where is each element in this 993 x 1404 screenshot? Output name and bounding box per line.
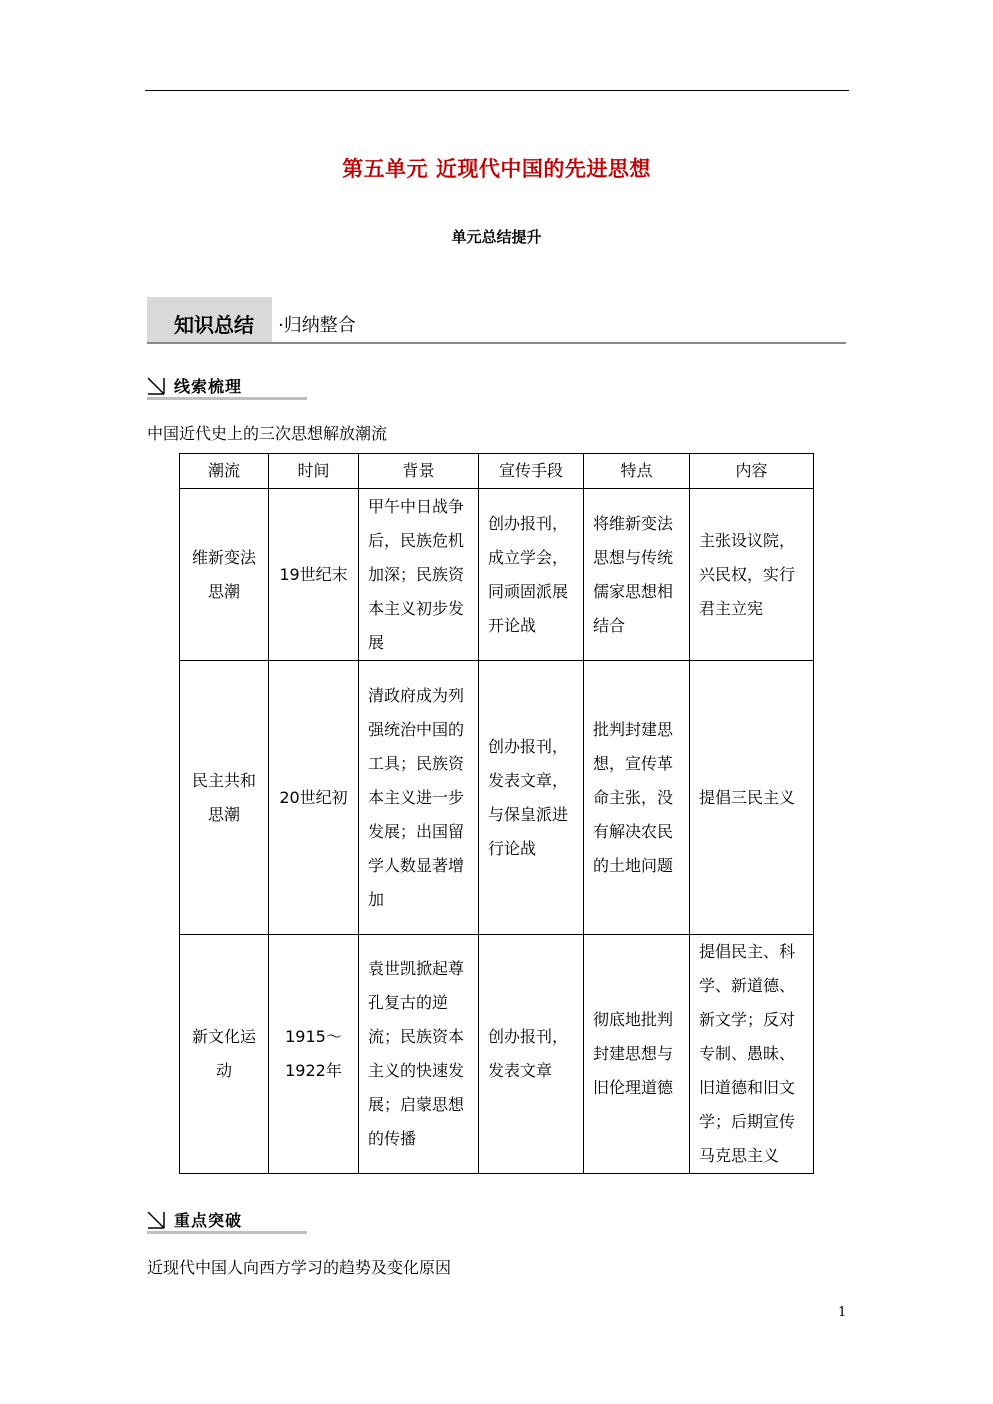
- knowledge-summary-banner: [147, 297, 846, 345]
- column-header: 时间: [269, 454, 359, 489]
- means-cell: 创办报刊，成立学会，同顽固派展开论战: [479, 489, 584, 661]
- section-heading-key-points: [147, 1207, 307, 1235]
- table-header-row: [180, 454, 814, 489]
- column-header: 内容: [690, 454, 814, 489]
- features-cell: 将维新变法思想与传统儒家思想相结合: [584, 489, 690, 661]
- unit-subtitle: 单元总结提升: [451, 228, 542, 246]
- banner-sub-label: ·归纳整合: [278, 315, 356, 336]
- trend-cell: 新文化运动: [180, 935, 269, 1174]
- section-heading-rule: [147, 1231, 307, 1234]
- thought-trends-table: [179, 453, 814, 1174]
- features-cell: 批判封建思想，宣传革命主张，没有解决农民的土地问题: [584, 661, 690, 935]
- time-cell: 19世纪末: [269, 489, 359, 661]
- column-header: 特点: [584, 454, 690, 489]
- means-cell: 创办报刊，发表文章，与保皇派进行论战: [479, 661, 584, 935]
- background-cell: 甲午中日战争后，民族危机加深；民族资本主义初步发展: [359, 489, 479, 661]
- means-cell: 创办报刊，发表文章: [479, 935, 584, 1174]
- banner-main-label: 知识总结: [174, 313, 254, 337]
- page-number: 1: [838, 1305, 847, 1320]
- section-heading-label: 线索梳理: [174, 377, 243, 396]
- time-cell: 20世纪初: [269, 661, 359, 935]
- background-cell: 袁世凯掀起尊孔复古的逆流；民族资本主义的快速发展；启蒙思想的传播: [359, 935, 479, 1174]
- section-heading-label: 重点突破: [174, 1211, 243, 1230]
- section-marker-icon: [147, 1211, 165, 1229]
- table-row: [180, 661, 814, 935]
- content-cell: 提倡民主、科学、新道德、新文学；反对专制、愚昧、旧道德和旧文学；后期宣传马克思主义: [690, 935, 814, 1174]
- banner-rule: [147, 342, 846, 344]
- header-rule: [145, 90, 849, 91]
- features-cell: 彻底地批判封建思想与旧伦理道德: [584, 935, 690, 1174]
- column-header: 潮流: [180, 454, 269, 489]
- column-header: 背景: [359, 454, 479, 489]
- column-header: 宣传手段: [479, 454, 584, 489]
- trend-cell: 民主共和思潮: [180, 661, 269, 935]
- table-intro: 中国近代史上的三次思想解放潮流: [147, 424, 388, 443]
- section-marker-icon: [147, 377, 165, 395]
- section-heading-rule: [147, 397, 307, 400]
- trend-cell: 维新变法思潮: [180, 489, 269, 661]
- background-cell: 清政府成为列强统治中国的工具；民族资本主义进一步发展；出国留学人数显著增加: [359, 661, 479, 935]
- unit-title: 第五单元 近现代中国的先进思想: [342, 157, 651, 181]
- content-cell: 主张设议院，兴民权，实行君主立宪: [690, 489, 814, 661]
- time-cell: 1915～1922年: [269, 935, 359, 1174]
- content-cell: 提倡三民主义: [690, 661, 814, 935]
- section-heading-clues: [147, 373, 307, 401]
- key-points-intro: 近现代中国人向西方学习的趋势及变化原因: [147, 1258, 452, 1277]
- table-row: [180, 489, 814, 661]
- table-row: [180, 935, 814, 1174]
